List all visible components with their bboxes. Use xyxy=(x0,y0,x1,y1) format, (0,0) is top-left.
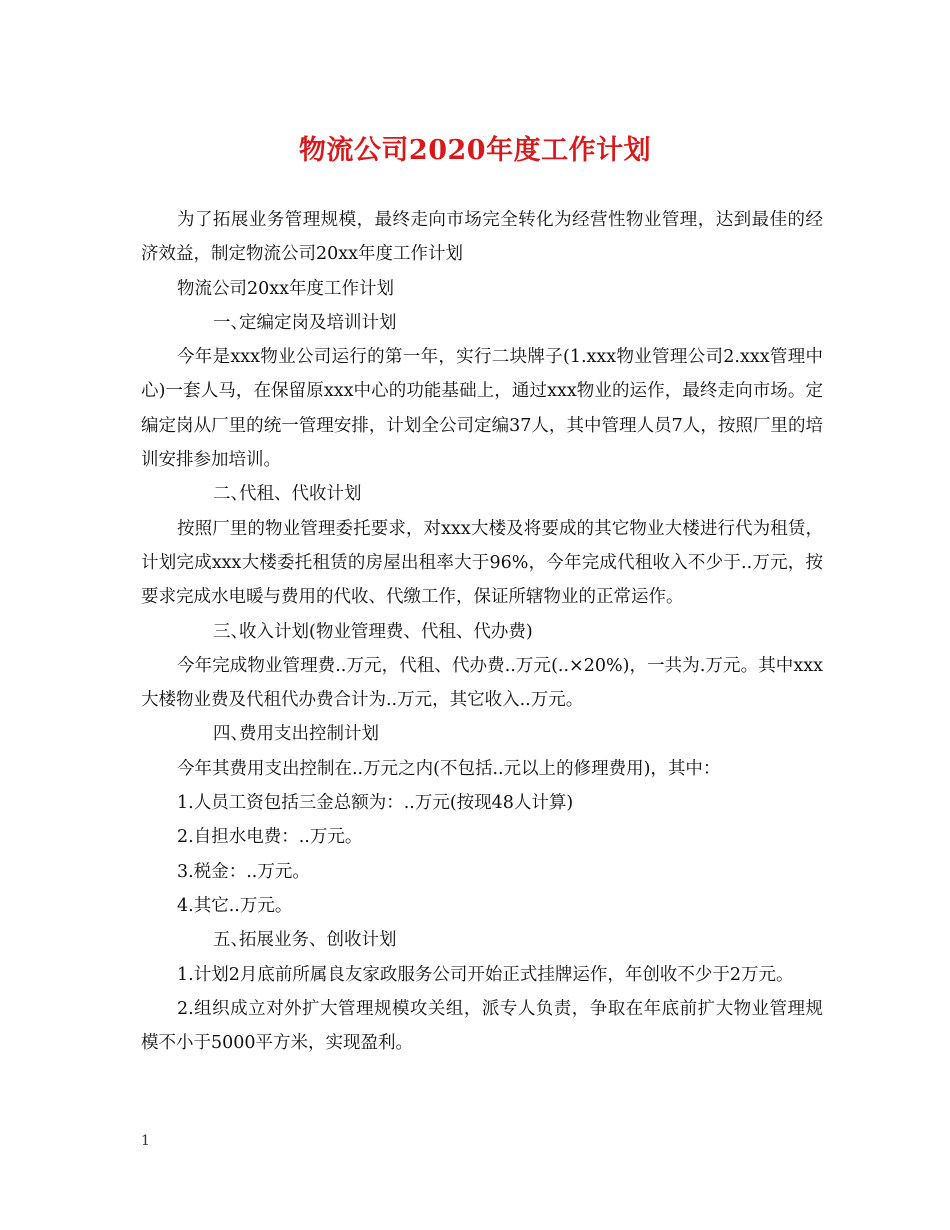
paragraph-leasing: 按照厂里的物业管理委托要求，对xxx大楼及将要成的其它物业大楼进行代为租赁，计划完成xxx大楼委托租赁的房屋出租率大于96%，今年完成代租收入不少于..万元，按要求完成水电暖与费用的代收、代缴工作，保证所辖物业的正常运作。 xyxy=(141,518,823,608)
section-number: 一、 xyxy=(213,312,248,333)
section-heading-5 xyxy=(141,923,823,957)
section-title: 费用支出控制计划 xyxy=(239,724,379,745)
list-item-business-1: 1.计划2月底前所属良友家政服务公司开始正式挂牌运作，年创收不少于2万元。 xyxy=(177,964,794,985)
section-number: 四、 xyxy=(213,724,248,745)
paragraph-intro: 为了拓展业务管理规模，最终走向市场完全转化为经营性物业管理，达到最佳的经济效益，制定物流公司20xx年度工作计划 xyxy=(141,210,823,265)
paragraph-staffing: 今年是xxx物业公司运行的第一年，实行二块牌子(1.xxx物业管理公司2.xxx管理中心)一套人马，在保留原xxx中心的功能基础上，通过xxx物业的运作，最终走向市场。定编定岗从厂里的统一管理安排，计划全公司定编37人，其中管理人员7人，按照厂里的培训安排参加培训。 xyxy=(141,347,823,471)
section-heading-1 xyxy=(141,306,823,340)
section-heading-4 xyxy=(141,717,823,751)
paragraph-income: 今年完成物业管理费..万元，代租、代办费..万元(..×20%)，一共为.万元。其中xxx大楼物业费及代租代办费合计为..万元，其它收入..万元。 xyxy=(141,655,823,711)
list-item-expense-3: 3.税金：..万元。 xyxy=(177,861,310,882)
list-item-expense-1: 1.人员工资包括三金总额为：..万元(按现48人计算) xyxy=(177,793,574,814)
section-title: 收入计划(物业管理费、代租、代办费) xyxy=(239,621,533,642)
section-title: 定编定岗及培训计划 xyxy=(239,312,397,333)
list-item-expense-2: 2.自担水电费：..万元。 xyxy=(177,827,363,848)
page-number: 1 xyxy=(141,1133,150,1149)
list-item-expense-4: 4.其它..万元。 xyxy=(177,895,293,916)
section-title: 代租、代收计划 xyxy=(239,484,362,505)
document-body xyxy=(141,203,823,1060)
section-number: 二、 xyxy=(213,484,248,505)
section-title: 拓展业务、创收计划 xyxy=(239,930,397,951)
section-heading-3 xyxy=(141,615,823,649)
paragraph-plan-heading: 物流公司20xx年度工作计划 xyxy=(177,278,395,299)
section-heading-2 xyxy=(141,477,823,511)
paragraph-expense: 今年其费用支出控制在..万元之内(不包括..元以上的修理费用)，其中： xyxy=(177,758,721,779)
list-item-business-2: 2.组织成立对外扩大管理规模攻关组，派专人负责，争取在年底前扩大物业管理规模不小于5000平方米，实现盈利。 xyxy=(141,998,823,1054)
section-number: 三、 xyxy=(213,621,248,642)
section-number: 五、 xyxy=(213,930,248,951)
document-title: 物流公司2020年度工作计划 xyxy=(298,135,652,166)
